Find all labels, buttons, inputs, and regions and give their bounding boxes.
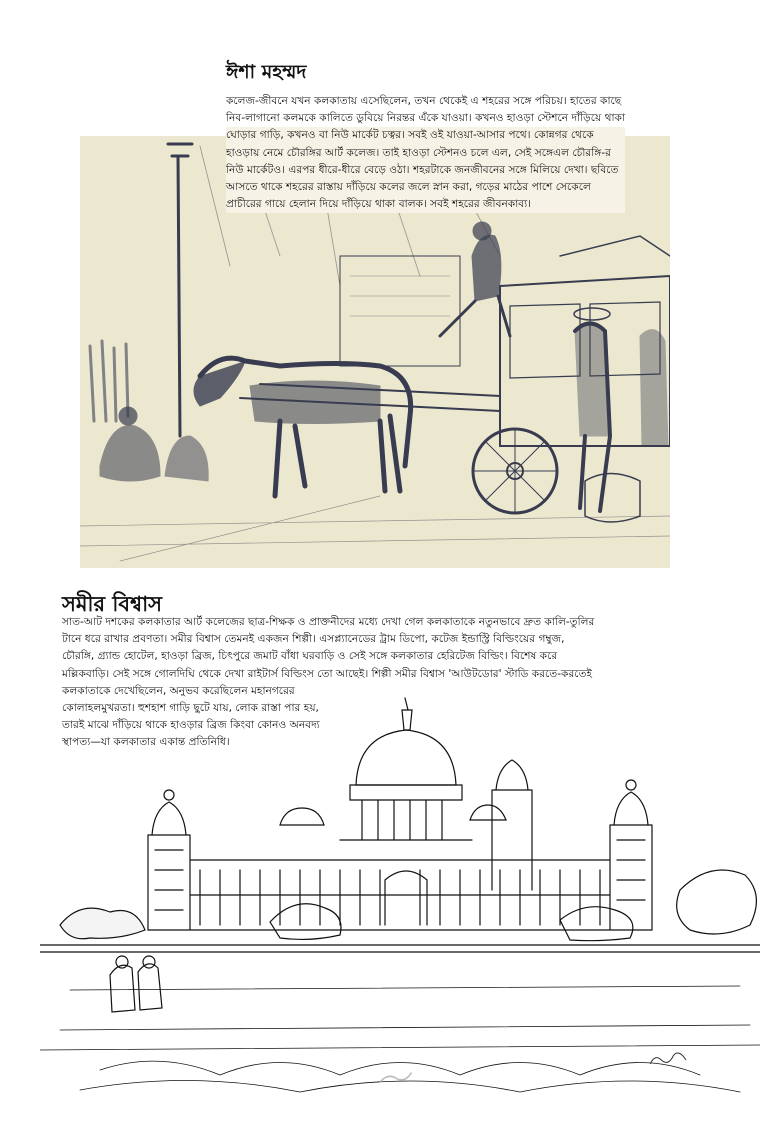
watermark-mark [377, 1066, 418, 1086]
section1-title: ঈশা মহম্মদ [226, 61, 307, 83]
section2-line: মল্লিকবাড়ি। সেই সঙ্গে গোলদিঘি থেকে দেখা রাইটার্স বিল্ডিংস তো আছেই। শিল্পী সমীর বিশ্বাস 'আউটডোর' স্টাডি করতে-করতেই [62, 667, 593, 680]
section2-line: তারই মাঝে দাঁড়িয়ে থাকে হাওড়ার ব্রিজ কিংবা কোনও অনবদ্য [62, 719, 320, 732]
section1-line: আসতে থাকে শহরের রাস্তায় দাঁড়িয়ে কলের জলে স্নান করা, গড়ের মাঠের পাশে সেকেলে [226, 179, 625, 196]
section2-line: সাত-আট দশকের কলকাতার আর্ট কলেজের ছাত্র-শিক্ষক ও প্রাক্তনীদের মধ্যে দেখা গেল কলকাতাকে নতুনভাবে দ্রুত কালি-তুলির [62, 616, 595, 628]
section2-line: কোলাহলমুখরতা। হুশহাশ গাড়ি ছুটে যায়, লোক রাস্তা পার হয়, [62, 702, 319, 715]
artist-signature-mark [647, 1048, 689, 1070]
section1-body [226, 93, 625, 213]
section1-line: নিব-লাগানো কলমকে কালিতে ডুবিয়ে নিরন্তর এঁকে যাওয়া। কখনও হাওড়া স্টেশনে দাঁড়িয়ে থাকা [226, 112, 626, 125]
section2-title: সমীর বিশ্বাস [62, 592, 163, 616]
section2-line: কলকাতাকে দেখেছিলেন, অনুভব করেছিলেন মহানগরের [62, 684, 295, 697]
section1-line: কলেজ-জীবনে যখন কলকাতায় এসেছিলেন, তখন থেকেই এ শহরের সঙ্গে পরিচয়। হাতের কাছে [226, 95, 622, 107]
section1-line: প্রাচীরের গায়ে হেলান দিয়ে দাঁড়িয়ে থাকা বালক। সবই শহরের জীবনকাব্য। [226, 196, 625, 213]
section1-line: হাওড়ায় নেমে চৌরঙ্গির আর্ট কলেজ। তাই হাওড়া স্টেশনও চলে এল, সেই সঙ্গেএল চৌরঙ্গি-র [226, 145, 625, 162]
section1-line: ঘোড়ার গাড়ি, কখনও বা নিউ মার্কেট চত্বর। সবই ওই যাওয়া-আসার পথে। কোন্নগর থেকে [226, 127, 625, 144]
section2-line: চৌরঙ্গি, গ্র্যান্ড হোটেল, হাওড়া ব্রিজ, চিৎপুরে জমাট বাঁধা ঘরবাড়ি ও সেই সঙ্গে কলকাতার হেরিটেজ বিল্ডিং। বিশেষ করে [62, 650, 558, 663]
section2-line: স্থাপত্য—যা কলকাতার একান্ত প্রতিনিধি। [62, 736, 230, 749]
section2-line: টানে ধরে রাখার প্রবণতা। সমীর বিশ্বাস তেমনই একজন শিল্পী। এসপ্ল্যানেডের ট্রাম ডিপো, কটেজ ইন্ডাস্ট্রি বিল্ডিংয়ের গম্বুজ, [62, 633, 565, 646]
artist-signature [647, 1048, 689, 1073]
section1-line: নিউ মার্কেটও। এরপর ধীরে-ধীরে বেড়ে ওঠা। শহরটাকে জনজীবনের সঙ্গে মিলিয়ে দেখা। ছবিতে [226, 162, 625, 179]
